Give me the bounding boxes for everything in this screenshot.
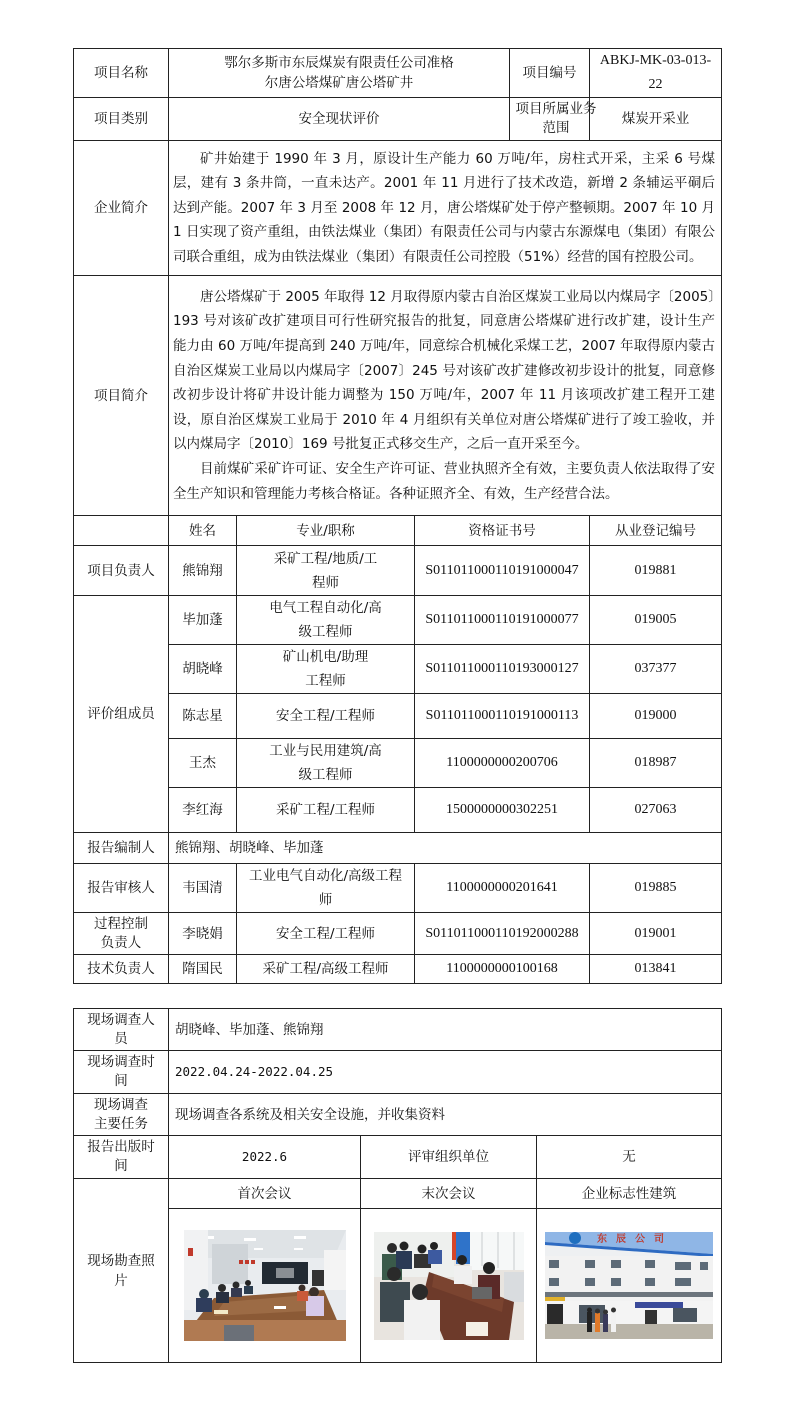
project-intro-text [169, 276, 722, 516]
staff-name: 胡晓峰 [169, 645, 237, 694]
project-scope-label [510, 98, 597, 141]
photo-caption-building: 企业标志性建筑 [537, 1179, 722, 1209]
staff-cert: 1100000000100168 [415, 955, 590, 984]
staff-name: 熊锦翔 [169, 546, 237, 596]
staff-name: 李红海 [169, 788, 237, 833]
staff-cert: 1100000000200706 [415, 739, 590, 788]
photo-caption-last-meeting: 末次会议 [361, 1179, 537, 1209]
survey-task-label [74, 1094, 169, 1136]
staff-title-text: 电气工程自动化/高级工程师 [269, 600, 382, 640]
survey-task-label-text: 现场调查主要任务 [94, 1096, 148, 1132]
project-category-value: 安全现状评价 [169, 98, 510, 141]
staff-reg: 019005 [590, 596, 722, 645]
staff-title [237, 645, 415, 694]
staff-cert: S011011000110192000288 [415, 913, 590, 955]
staff-reg: 013841 [590, 955, 722, 984]
staff-reg: 018987 [590, 739, 722, 788]
staff-title [237, 739, 415, 788]
staff-reg: 019000 [590, 694, 722, 739]
survey-staff-row [74, 1009, 722, 1051]
survey-staff-value: 胡晓峰、毕加蓬、熊锦翔 [169, 1009, 722, 1051]
tech-lead-role: 技术负责人 [74, 955, 169, 984]
staff-cert: S011011000110193000127 [415, 645, 590, 694]
first-meeting-photo [184, 1230, 346, 1341]
building-sign-text: 东辰公司 [597, 1234, 674, 1245]
staff-name: 王杰 [169, 739, 237, 788]
staff-cert: S011011000110191000077 [415, 596, 590, 645]
project-name-text: 鄂尔多斯市东辰煤炭有限责任公司准格尔唐公塔煤矿唐公塔矿井 [224, 55, 454, 91]
company-intro-row [74, 141, 722, 276]
survey-time-value: 2022.04.24-2022.04.25 [169, 1051, 722, 1094]
staff-header-empty [74, 516, 169, 546]
eval-team-role: 评价组成员 [74, 596, 169, 833]
process-lead-role [74, 913, 169, 955]
process-lead-role-text: 过程控制负责人 [94, 915, 148, 951]
last-meeting-photo [374, 1232, 524, 1340]
building-photo [545, 1232, 713, 1339]
survey-time-label-text: 现场调查时间 [87, 1054, 155, 1089]
company-intro-text [169, 141, 722, 276]
staff-name: 李晓娟 [169, 913, 237, 955]
photo-caption-row [74, 1179, 722, 1209]
report-writers-value: 熊锦翔、胡晓峰、毕加蓬 [169, 833, 722, 864]
staff-title-text: 工业电气自动化/高级工程师 [248, 868, 403, 908]
publish-row [74, 1136, 722, 1179]
staff-cert: S011011000110191000047 [415, 546, 590, 596]
eval-member-row [74, 694, 722, 739]
survey-staff-label [74, 1009, 169, 1051]
project-scope-label-text: 项目所属业务范围 [515, 101, 597, 136]
project-intro-paragraph-2: 目前煤矿采矿许可证、安全生产许可证、营业执照齐全有效，主要负责人依法取得了安全生产知识和管理能力考核合格证。各种证照齐全、有效，生产经营合法。 [173, 460, 716, 502]
staff-title-text: 采矿工程/地质/工程师 [273, 550, 378, 591]
header-cert: 资格证书号 [415, 516, 590, 546]
photo-row [74, 1209, 722, 1363]
staff-name: 陈志星 [169, 694, 237, 739]
project-lead-row [74, 546, 722, 596]
project-name-row [74, 49, 722, 98]
review-org-value: 无 [537, 1136, 722, 1179]
eval-member-row [74, 739, 722, 788]
staff-title-text: 矿山机电/助理工程师 [282, 649, 369, 689]
eval-member-row [74, 645, 722, 694]
staff-reg: 019885 [590, 864, 722, 913]
survey-staff-label-text: 现场调查人员 [87, 1011, 155, 1047]
staff-reg: 027063 [590, 788, 722, 833]
survey-time-label [74, 1051, 169, 1094]
report-reviewer-role: 报告审核人 [74, 864, 169, 913]
staff-cert: 1100000000201641 [415, 864, 590, 913]
photos-label [74, 1179, 169, 1363]
header-name: 姓名 [169, 516, 237, 546]
publish-label [74, 1136, 169, 1179]
photos-label-text: 现场勘查照片 [87, 1252, 155, 1289]
company-intro-label: 企业简介 [74, 141, 169, 276]
project-intro-label: 项目简介 [74, 276, 169, 516]
staff-title-text: 工业与民用建筑/高级工程师 [269, 743, 382, 783]
staff-header-row [74, 516, 722, 546]
project-number-label: 项目编号 [510, 49, 590, 98]
survey-task-value: 现场调查各系统及相关安全设施，并收集资料 [169, 1094, 722, 1136]
photo-cell-first-meeting [169, 1209, 361, 1363]
staff-reg: 019881 [590, 546, 722, 596]
survey-task-row [74, 1094, 722, 1136]
project-name-label: 项目名称 [74, 49, 169, 98]
project-category-label: 项目类别 [74, 98, 169, 141]
staff-title [237, 864, 415, 913]
report-writers-role: 报告编制人 [74, 833, 169, 864]
publish-label-text: 报告出版时间 [87, 1139, 155, 1174]
project-name-value [169, 49, 510, 98]
staff-cert: S011011000110191000113 [415, 694, 590, 739]
survey-info-table [73, 1008, 722, 1363]
project-intro-paragraph-1: 唐公塔煤矿于 2005 年取得 12 月取得原内蒙古自治区煤炭工业局以内煤局字〔2005〕193 号对该矿改扩建项目可行性研究报告的批复，同意唐公塔煤矿进行改扩建，设计生产能力由 60 万吨/年提高到 240 万吨/年，同意综合机械化采煤工艺，2007 年取得原内蒙古自治区煤炭工业局以内煤局字〔2007〕245 号对该矿改扩建修改初步设计的批复，同意修改初步设计将矿井设计能力调整为 150 万吨/年，2007 年 11 月该项改扩建工程开工建设，原自治区煤炭工业局于 2010 年 4 月组织有关单位对唐公塔煤矿进行了竣工验收，并以内煤局字〔2010〕169 号批复正式移交生产，之后一直开采至今。 [173, 288, 716, 453]
staff-title [237, 596, 415, 645]
company-intro-paragraph: 矿井始建于 1990 年 3 月，原设计生产能力 60 万吨/年，房柱式开采，主采 6 号煤层，建有 3 条井筒，一直未达产。2001 年 11 月进行了技术改造，新增 2 条辅运平硐后达到产能。2007 年 3 月至 2008 年 12 月，唐公塔煤矿处于停产整顿期。2007 年 10 月 1 日实现了资产重组，由铁法煤业（集团）有限责任公司与内蒙古东源煤电（集团）有限公司联合重组，成为由铁法煤业（集团）有限责任公司控股（51%）经营的国有控股公司。 [173, 150, 716, 265]
report-writers-row [74, 833, 722, 864]
staff-name: 毕加蓬 [169, 596, 237, 645]
staff-title: 安全工程/工程师 [237, 913, 415, 955]
review-org-label: 评审组织单位 [361, 1136, 537, 1179]
staff-name: 韦国清 [169, 864, 237, 913]
eval-member-row [74, 788, 722, 833]
staff-title [237, 546, 415, 596]
staff-reg: 037377 [590, 645, 722, 694]
project-number-value: ABKJ-MK-03-013-22 [590, 49, 722, 98]
project-scope-value: 煤炭开采业 [590, 98, 722, 141]
report-reviewer-row [74, 864, 722, 913]
staff-title: 采矿工程/工程师 [237, 788, 415, 833]
tech-lead-row [74, 955, 722, 984]
header-title: 专业/职称 [237, 516, 415, 546]
project-intro-row [74, 276, 722, 516]
project-info-table [73, 48, 722, 984]
publish-value: 2022.6 [169, 1136, 361, 1179]
staff-name: 隋国民 [169, 955, 237, 984]
header-reg: 从业登记编号 [590, 516, 722, 546]
staff-title: 安全工程/工程师 [237, 694, 415, 739]
photo-caption-first-meeting: 首次会议 [169, 1179, 361, 1209]
survey-time-row [74, 1051, 722, 1094]
project-lead-role: 项目负责人 [74, 546, 169, 596]
project-category-row [74, 98, 722, 141]
eval-member-row [74, 596, 722, 645]
staff-reg: 019001 [590, 913, 722, 955]
photo-cell-building [537, 1209, 722, 1363]
photo-cell-last-meeting [361, 1209, 537, 1363]
staff-cert: 1500000000302251 [415, 788, 590, 833]
process-lead-row [74, 913, 722, 955]
staff-title: 采矿工程/高级工程师 [237, 955, 415, 984]
